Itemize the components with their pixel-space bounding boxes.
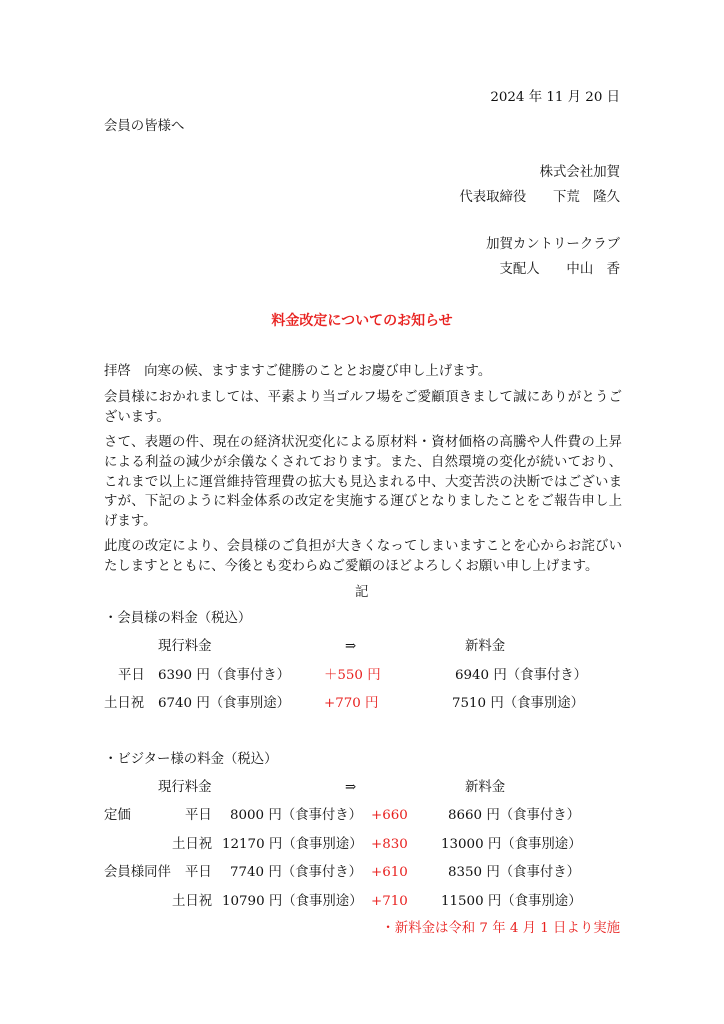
visitors-row-new: 13000 円（食事別途） — [441, 837, 582, 852]
visitors-row-new: 8660 円（食事付き） — [448, 808, 581, 823]
paragraph-reason: さて、表題の件、現在の経済状況変化による原材料・資材価格の高騰や人件費の上昇による利益の減少が余儀なくされております。また、自然環境の変化が続いており、これまで以上に運営維持管理費の拡大も見込まれる中、大変苦渋の決断ではございますが、下記のように料金体系の改定を実施する運びとなりましたことをご報告申し上げます。 — [104, 435, 622, 530]
visitors-row-day: 平日 — [185, 808, 212, 823]
visitors-row-diff: +660 — [371, 808, 408, 823]
page-title: 料金改定についてのお知らせ — [271, 313, 453, 329]
club-manager: 支配人 中山 香 — [499, 262, 620, 277]
visitors-col-new: 新料金 — [465, 780, 506, 795]
visitors-row-new: 8350 円（食事付き） — [448, 865, 581, 880]
visitors-row-diff: +710 — [371, 894, 408, 909]
visitors-row-group: 定価 — [104, 808, 131, 823]
visitors-row-current: 8000 円（食事付き） — [230, 808, 363, 823]
visitors-row-day: 土日祝 — [172, 837, 213, 852]
members-row-current: 6390 円（食事付き） — [158, 668, 291, 683]
visitors-row-day: 平日 — [185, 865, 212, 880]
members-col-arrow: ⇒ — [345, 639, 357, 654]
addressee: 会員の皆様へ — [104, 119, 185, 134]
members-row-diff: +770 円 — [324, 696, 379, 711]
effective-date-note: ・新料金は令和 7 年 4 月 1 日より実施 — [381, 921, 620, 936]
paragraph-thanks: 会員様におかれましては、平素より当ゴルフ場をご愛顧頂きまして誠にありがとうございます。 — [104, 390, 622, 425]
members-row-diff: ＋550 円 — [324, 668, 381, 683]
visitors-row-group: 会員様同伴 — [104, 865, 171, 880]
visitors-row-day: 土日祝 — [172, 894, 213, 909]
members-col-new: 新料金 — [465, 639, 506, 654]
members-row-new: 7510 円（食事別途） — [452, 696, 585, 711]
members-row-label: 土日祝 — [104, 696, 145, 711]
visitors-row-diff: +610 — [371, 865, 408, 880]
members-row-new: 6940 円（食事付き） — [455, 668, 588, 683]
visitors-fee-heading: ・ビジター様の料金（税込） — [104, 752, 278, 767]
visitors-row-diff: +830 — [371, 837, 408, 852]
visitors-col-current: 現行料金 — [158, 780, 212, 795]
visitors-row-current: 7740 円（食事付き） — [230, 865, 363, 880]
visitors-row-new: 11500 円（食事別途） — [441, 894, 582, 909]
visitors-col-arrow: ⇒ — [345, 780, 357, 795]
company-representative: 代表取締役 下荒 隆久 — [459, 190, 620, 205]
members-row-label: 平日 — [118, 668, 145, 683]
company-name: 株式会社加賀 — [539, 165, 620, 180]
members-fee-heading: ・会員様の料金（税込） — [104, 611, 252, 626]
members-row-current: 6740 円（食事別途） — [158, 696, 291, 711]
greeting-line: 拝啓 向寒の候、ますますご健勝のこととお慶び申し上げます。 — [104, 364, 492, 379]
members-col-current: 現行料金 — [158, 639, 212, 654]
visitors-row-current: 10790 円（食事別途） — [222, 894, 363, 909]
visitors-row-current: 12170 円（食事別途） — [222, 837, 363, 852]
club-name: 加賀カントリークラブ — [486, 237, 620, 252]
paragraph-apology: 此度の改定により、会員様のご負担が大きくなってしまいますことを心からお詫びいたしますとともに、今後とも変わらぬご愛顧のほどよろしくお願い申し上げます。 — [104, 539, 622, 574]
letter-date: 2024 年 11 月 20 日 — [490, 90, 620, 105]
ki-heading: 記 — [355, 585, 369, 600]
